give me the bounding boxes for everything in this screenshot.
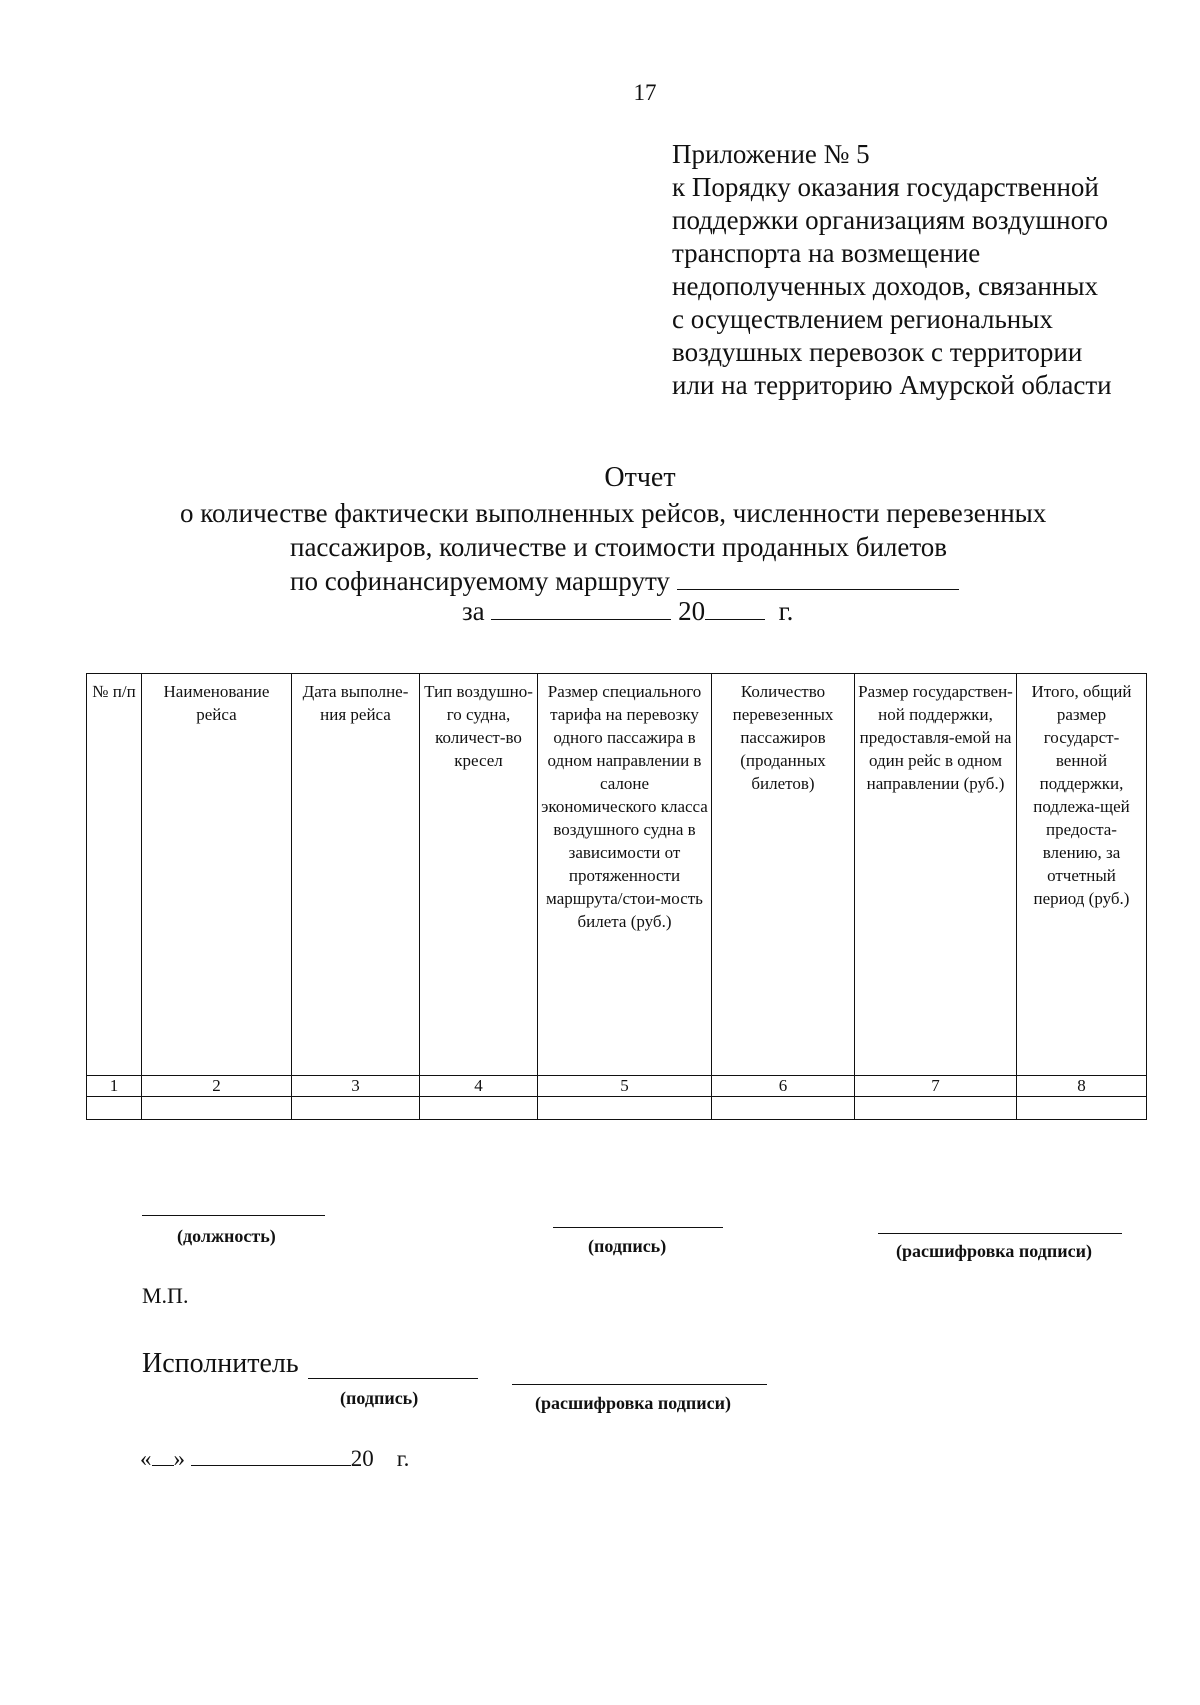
column-header: Размер специального тарифа на перевозку одного пассажира в одном направлении в салоне экономического класса воздушного судна в зависимости от протяженности маршрута/стои-мость билета (руб.) <box>538 674 712 1076</box>
column-number: 8 <box>1017 1076 1147 1097</box>
route-label: по софинансируемому маршруту <box>290 566 670 596</box>
signature-line[interactable] <box>553 1227 723 1228</box>
column-header: Тип воздушно-го судна, количест-во кресел <box>420 674 538 1076</box>
column-number: 1 <box>87 1076 142 1097</box>
column-number: 3 <box>292 1076 420 1097</box>
period-line <box>462 596 793 627</box>
column-number: 2 <box>142 1076 292 1097</box>
table-header-row <box>87 674 1147 1076</box>
executor-decryption-caption: (расшифровка подписи) <box>535 1393 731 1413</box>
route-blank[interactable] <box>677 567 959 590</box>
executor-row <box>142 1348 299 1380</box>
column-number: 6 <box>712 1076 855 1097</box>
decryption-caption: (расшифровка подписи) <box>896 1241 1092 1261</box>
report-title: Отчет <box>604 462 676 493</box>
report-subtitle-line: о количестве фактически выполненных рейсов, численности перевезенных <box>180 498 1047 528</box>
executor-signature-caption: (подпись) <box>340 1388 419 1408</box>
period-blank[interactable] <box>491 597 671 620</box>
column-number: 7 <box>855 1076 1017 1097</box>
year-blank[interactable] <box>705 597 765 620</box>
column-header: Итого, общий размер государст-венной поддержки, подлежа-щей предоста-влению, за отчетный период (руб.) <box>1017 674 1147 1076</box>
table-cell[interactable] <box>538 1097 712 1120</box>
period-label: за <box>462 596 485 626</box>
appendix-line: транспорта на возмещение <box>672 238 981 268</box>
date-line <box>140 1446 409 1472</box>
report-table <box>86 673 1147 1120</box>
month-blank[interactable] <box>191 1447 351 1466</box>
appendix-line: или на территорию Амурской области <box>672 370 1112 400</box>
column-header: Дата выполне-ния рейса <box>292 674 420 1076</box>
position-line[interactable] <box>142 1215 325 1216</box>
table-cell[interactable] <box>87 1097 142 1120</box>
column-header: № п/п <box>87 674 142 1076</box>
table-cell[interactable] <box>142 1097 292 1120</box>
signature-caption: (подпись) <box>588 1236 667 1256</box>
date-year-prefix: 20 <box>350 1446 374 1471</box>
table-cell[interactable] <box>420 1097 538 1120</box>
route-line <box>290 566 959 597</box>
appendix-line: воздушных перевозок с территории <box>672 337 1083 367</box>
table-row <box>87 1097 1147 1120</box>
date-close-quote: » <box>173 1446 185 1471</box>
year-suffix: г. <box>778 596 794 626</box>
executor-decryption-line[interactable] <box>512 1384 767 1385</box>
day-blank[interactable] <box>152 1447 174 1466</box>
date-year-suffix: г. <box>396 1446 410 1471</box>
column-number: 4 <box>420 1076 538 1097</box>
column-header: Размер государствен-ной поддержки, предоставля-емой на один рейс в одном направлении (руб.) <box>855 674 1017 1076</box>
table-cell[interactable] <box>712 1097 855 1120</box>
date-open-quote: « <box>140 1446 152 1471</box>
report-subtitle-line: пассажиров, количестве и стоимости проданных билетов <box>290 532 948 562</box>
column-header: Количество перевезенных пассажиров (проданных билетов) <box>712 674 855 1076</box>
appendix-line: поддержки организациям воздушного <box>672 205 1108 235</box>
appendix-line: к Порядку оказания государственной <box>672 172 1099 202</box>
decryption-line[interactable] <box>878 1233 1122 1234</box>
column-number-row <box>87 1076 1147 1097</box>
appendix-line: Приложение № 5 <box>672 139 870 169</box>
table-cell[interactable] <box>292 1097 420 1120</box>
appendix-block <box>672 138 1112 402</box>
appendix-line: недополученных доходов, связанных <box>672 271 1098 301</box>
column-number: 5 <box>538 1076 712 1097</box>
year-prefix: 20 <box>678 596 706 626</box>
executor-signature-line[interactable] <box>308 1378 478 1379</box>
position-caption: (должность) <box>177 1226 276 1246</box>
page-number: 17 <box>633 80 657 105</box>
executor-label: Исполнитель <box>142 1348 299 1379</box>
table-cell[interactable] <box>855 1097 1017 1120</box>
appendix-line: с осуществлением региональных <box>672 304 1053 334</box>
table-cell[interactable] <box>1017 1097 1147 1120</box>
column-header: Наименование рейса <box>142 674 292 1076</box>
stamp-label: М.П. <box>142 1283 189 1308</box>
